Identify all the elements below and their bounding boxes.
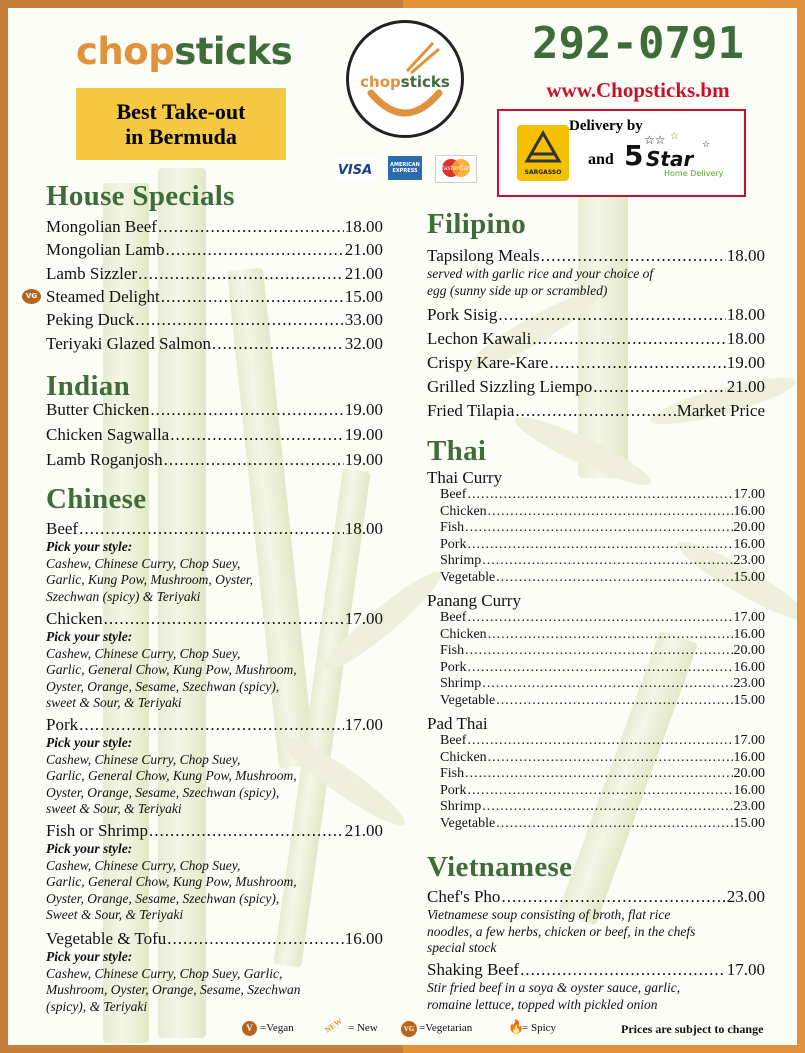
item-name: Vegetable <box>440 692 496 708</box>
delivery-and: and <box>588 151 614 168</box>
dot-leader <box>467 783 732 800</box>
dot-leader <box>515 400 675 421</box>
description-line: egg (sunny side up or scrambled) <box>427 282 608 298</box>
item-name: Fish <box>440 766 465 781</box>
dot-leader <box>467 660 732 677</box>
thai-group-title: Panang Curry <box>427 591 521 610</box>
thai-row <box>440 627 765 644</box>
fivestar-logo: 5 Star ☆☆ ☆ ☆ Home Delivery <box>624 131 724 178</box>
filipino-row <box>427 400 765 421</box>
item-price: 21.00 <box>344 240 383 260</box>
item-price: 18.00 <box>344 217 383 236</box>
thai-row <box>440 553 765 570</box>
item-price: 32.00 <box>344 333 383 353</box>
indian-row <box>46 399 383 420</box>
dot-leader <box>482 799 732 816</box>
description-line: Cashew, Chinese Curry, Chop Suey, Garlic, <box>46 965 283 981</box>
item-name: Shaking Beef <box>427 960 520 979</box>
pick-style-label: Pick your style: <box>46 949 133 964</box>
item-price: 17.00 <box>344 609 383 628</box>
dot-leader <box>498 304 725 325</box>
description-line: Szechwan (spicy) & Teriyaki <box>46 588 201 604</box>
description-line: Oyster, Orange, Sesame, Szechwan (spicy), <box>46 678 280 694</box>
item-price: 23.00 <box>733 553 765 568</box>
item-price: 17.00 <box>733 487 765 502</box>
visa-card-icon: VISA <box>335 158 375 182</box>
chinese-row <box>46 928 383 949</box>
section-title-house-specials: House Specials <box>46 180 235 212</box>
item-price: 17.00 <box>733 733 765 748</box>
item-name: Lamb Sizzler <box>46 263 138 283</box>
chinese-row <box>46 820 383 841</box>
delivery-box <box>497 109 746 197</box>
item-price: 16.00 <box>733 503 765 519</box>
dot-leader <box>488 504 733 521</box>
description-line: special stock <box>427 940 497 955</box>
item-description <box>46 841 386 924</box>
dot-leader <box>465 643 732 660</box>
item-price: 16.00 <box>733 536 765 552</box>
description-line: Oyster, Orange, Sesame, Szechwan (spicy), <box>46 890 280 906</box>
pick-style-label: Pick your style: <box>46 629 133 644</box>
dot-leader <box>170 424 344 445</box>
delivery-title: Delivery by <box>569 118 643 134</box>
dot-leader <box>520 959 726 980</box>
star-icon: ☆ <box>670 131 679 142</box>
dot-leader <box>167 928 343 949</box>
item-price: 21.00 <box>726 377 765 396</box>
dot-leader <box>166 239 344 260</box>
item-name: Chicken <box>440 503 487 519</box>
amex-card-icon: AMERICAN EXPRESS <box>388 156 422 180</box>
item-name: Teriyaki Glazed Salmon <box>46 333 211 353</box>
item-name: Lamb Roganjosh <box>46 450 163 469</box>
house-special-row <box>46 216 383 237</box>
description-line: Garlic, Kung Pow, Mushroom, Oyster, <box>46 572 253 587</box>
item-price: 19.00 <box>344 400 383 419</box>
mastercard-icon: MasterCard <box>435 155 477 183</box>
item-price: 16.00 <box>733 782 765 798</box>
dot-leader <box>150 399 343 420</box>
dot-leader <box>149 820 344 841</box>
item-description <box>46 735 386 818</box>
chinese-row <box>46 608 383 629</box>
chinese-row <box>46 518 383 539</box>
star-icon: ☆ <box>702 139 711 149</box>
item-name: Pork <box>440 536 467 552</box>
item-name: Shrimp <box>440 799 482 814</box>
item-name: Chicken <box>440 626 487 642</box>
description-line: Cashew, Chinese Curry, Chop Suey, <box>46 857 241 873</box>
item-price: 19.00 <box>726 353 765 372</box>
item-price: 18.00 <box>726 305 765 324</box>
house-special-row <box>46 239 383 260</box>
item-price: 19.00 <box>344 450 383 469</box>
item-name: Chicken <box>440 749 487 765</box>
chinese-row <box>46 714 383 735</box>
item-name: Pork <box>440 659 467 675</box>
item-name: Chicken Sagwalla <box>46 425 170 444</box>
item-name: Steamed Delight <box>46 286 160 306</box>
item-name: Fish <box>440 643 465 658</box>
description-line: romaine lettuce, topped with pickled onion <box>427 996 658 1012</box>
item-name: Chicken <box>46 609 103 628</box>
item-name: Beef <box>440 733 467 748</box>
description-line: Oyster, Orange, Sesame, Szechwan (spicy), <box>46 784 280 800</box>
dot-leader <box>532 328 725 349</box>
item-name: Fried Tilapia <box>427 401 515 420</box>
house-special-row <box>46 263 383 284</box>
item-name: Chef's Pho <box>427 887 501 906</box>
dot-leader <box>496 816 732 833</box>
brand-wordmark <box>76 30 292 73</box>
item-description <box>46 949 386 1015</box>
dot-leader <box>79 714 344 735</box>
description-line: Garlic, General Chow, Kung Pow, Mushroom, <box>46 662 297 677</box>
description-line: (spicy), & Teriyaki <box>46 998 148 1014</box>
dot-leader <box>104 608 344 629</box>
vietnamese-row <box>427 886 765 907</box>
item-price: 23.00 <box>733 676 765 691</box>
item-description <box>427 266 767 299</box>
section-title-indian: Indian <box>46 370 131 402</box>
thai-row <box>440 643 765 660</box>
item-price: 18.00 <box>726 246 765 265</box>
dot-leader <box>482 553 732 570</box>
item-price: 16.00 <box>733 749 765 765</box>
item-price: 17.00 <box>726 960 765 979</box>
legend-vegetarian: =Vegetarian <box>419 1022 473 1034</box>
tagline-box <box>76 88 286 160</box>
item-name: Shrimp <box>440 553 482 568</box>
item-name: Pork <box>440 782 467 798</box>
item-name: Mongolian Beef <box>46 217 157 236</box>
filipino-row <box>427 352 765 373</box>
description-line: Stir fried beef in a soya & oyster sauce, garlic, <box>427 980 681 995</box>
dot-leader <box>541 245 726 266</box>
thai-row <box>440 487 765 504</box>
indian-row <box>46 424 383 445</box>
house-special-row <box>46 333 383 354</box>
dot-leader <box>496 693 732 710</box>
item-name: Shrimp <box>440 676 482 691</box>
price-disclaimer: Prices are subject to change <box>621 1022 764 1036</box>
item-name: Peking Duck <box>46 310 135 330</box>
menu-sheet <box>8 8 797 1045</box>
thai-row <box>440 799 765 816</box>
item-price: 16.00 <box>733 659 765 675</box>
item-name: Vegetable & Tofu <box>46 929 167 948</box>
house-special-row <box>46 286 383 307</box>
item-description <box>427 907 772 957</box>
item-price: 23.00 <box>733 799 765 814</box>
dot-leader <box>79 518 344 539</box>
item-name: Tapsilong Meals <box>427 246 540 265</box>
phone-number: 292-0791 <box>532 18 744 69</box>
thai-group-title: Pad Thai <box>427 714 488 733</box>
filipino-row <box>427 304 765 325</box>
item-price: 17.00 <box>733 610 765 625</box>
logo-text: chopsticks <box>360 73 450 91</box>
dot-leader <box>467 610 732 627</box>
item-price: 23.00 <box>726 887 765 906</box>
description-line: Garlic, General Chow, Kung Pow, Mushroom, <box>46 874 297 889</box>
item-price: 18.00 <box>726 329 765 348</box>
legend-bar <box>8 1014 797 1044</box>
description-line: noodles, a few herbs, chicken or beef, in the chefs <box>427 923 696 939</box>
description-line: served with garlic rice and your choice of <box>427 266 654 281</box>
indian-row <box>46 449 383 470</box>
thai-row <box>440 693 765 710</box>
dot-leader <box>488 627 733 644</box>
thai-row <box>440 504 765 521</box>
description-line: Cashew, Chinese Curry, Chop Suey, <box>46 555 241 571</box>
triangle-logo-icon <box>517 125 569 169</box>
item-price: Market Price <box>676 401 765 420</box>
item-price: 19.00 <box>344 425 383 444</box>
item-name: Fish or Shrimp <box>46 821 149 840</box>
vegan-badge-icon: V <box>242 1021 257 1036</box>
thai-row <box>440 733 765 750</box>
description-line: Mushroom, Oyster, Orange, Sesame, Szechwan <box>46 982 301 997</box>
item-price: 20.00 <box>733 766 765 781</box>
dot-leader <box>501 886 725 907</box>
item-price: 17.00 <box>344 715 383 734</box>
item-description <box>46 629 386 712</box>
item-price: 15.00 <box>733 815 765 831</box>
section-title-filipino: Filipino <box>427 208 527 240</box>
dot-leader <box>138 263 344 284</box>
dot-leader <box>549 352 725 373</box>
section-title-vietnamese: Vietnamese <box>427 851 573 883</box>
description-line: Cashew, Chinese Curry, Chop Suey, <box>46 751 241 767</box>
description-line: sweet & Sour, & Teriyaki <box>46 801 182 816</box>
item-price: 18.00 <box>344 519 383 538</box>
item-name: Pork Sisig <box>427 305 498 324</box>
dot-leader <box>467 537 732 554</box>
dot-leader <box>496 570 732 587</box>
vegetarian-badge-icon: VG <box>22 289 41 304</box>
item-price: 21.00 <box>344 821 383 840</box>
vietnamese-row <box>427 959 765 980</box>
description-line: Cashew, Chinese Curry, Chop Suey, <box>46 645 241 661</box>
thai-row <box>440 750 765 767</box>
section-title-chinese: Chinese <box>46 483 147 515</box>
dot-leader <box>467 487 732 504</box>
item-name: Vegetable <box>440 815 496 831</box>
description-line: Garlic, General Chow, Kung Pow, Mushroom, <box>46 768 297 783</box>
tagline: Best Take-out in Bermuda <box>116 99 246 149</box>
item-name: Beef <box>440 610 467 625</box>
legend-spicy: = Spicy <box>522 1022 557 1034</box>
thai-row <box>440 676 765 693</box>
thai-row <box>440 520 765 537</box>
item-name: Beef <box>46 519 79 538</box>
thai-row <box>440 570 765 587</box>
dot-leader <box>467 733 732 750</box>
house-special-row <box>46 309 383 330</box>
dot-leader <box>482 676 732 693</box>
filipino-row <box>427 245 765 266</box>
vegetarian-badge-icon: VG <box>401 1021 417 1037</box>
item-price: 15.00 <box>733 569 765 585</box>
dot-leader <box>164 449 344 470</box>
item-name: Vegetable <box>440 569 496 585</box>
sargasso-logo: SARGASSO <box>517 125 569 181</box>
item-name: Grilled Sizzling Liempo <box>427 377 593 396</box>
item-price: 20.00 <box>733 520 765 535</box>
pick-style-label: Pick your style: <box>46 539 133 554</box>
item-name: Lechon Kawali <box>427 329 532 348</box>
description-line: Sweet & Sour, & Teriyaki <box>46 907 184 922</box>
item-name: Butter Chicken <box>46 400 150 419</box>
item-name: Crispy Kare-Kare <box>427 353 549 372</box>
item-price: 15.00 <box>733 692 765 708</box>
thai-row <box>440 660 765 677</box>
new-badge-icon: NEW <box>323 1016 344 1035</box>
item-price: 16.00 <box>344 929 383 948</box>
item-name: Mongolian Lamb <box>46 240 165 260</box>
description-line: Vietnamese soup consisting of broth, flat rice <box>427 907 671 922</box>
section-title-thai: Thai <box>427 435 487 467</box>
brand-logo <box>346 20 464 138</box>
item-price: 33.00 <box>344 310 383 330</box>
dot-leader <box>161 286 344 307</box>
pick-style-label: Pick your style: <box>46 841 133 856</box>
item-price: 21.00 <box>344 263 383 283</box>
dot-leader <box>593 376 726 397</box>
item-name: Fish <box>440 520 465 535</box>
thai-row <box>440 783 765 800</box>
dot-leader <box>488 750 733 767</box>
thai-group-title: Thai Curry <box>427 468 503 487</box>
dot-leader <box>465 766 732 783</box>
item-description <box>427 980 772 1013</box>
thai-row <box>440 766 765 783</box>
flame-icon: 🔥 <box>508 1019 525 1034</box>
item-name: Pork <box>46 715 79 734</box>
pick-style-label: Pick your style: <box>46 735 133 750</box>
thai-row <box>440 537 765 554</box>
filipino-row <box>427 328 765 349</box>
legend-vegan: =Vegan <box>260 1022 294 1034</box>
brand-wordmark-part1: chop <box>76 30 175 73</box>
brand-wordmark-part2: sticks <box>174 30 293 73</box>
description-line: sweet & Sour, & Teriyaki <box>46 695 182 710</box>
dot-leader <box>465 520 732 537</box>
dot-leader <box>135 309 343 330</box>
item-price: 20.00 <box>733 643 765 658</box>
item-price: 15.00 <box>344 286 383 306</box>
star-icon: ☆☆ <box>644 133 666 147</box>
website-link[interactable]: www.Chopsticks.bm <box>546 78 730 102</box>
dot-leader <box>158 216 344 237</box>
thai-row <box>440 610 765 627</box>
thai-row <box>440 816 765 833</box>
item-name: Beef <box>440 487 467 502</box>
legend-new: = New <box>348 1022 378 1034</box>
item-description <box>46 539 386 605</box>
item-price: 16.00 <box>733 626 765 642</box>
filipino-row <box>427 376 765 397</box>
dot-leader <box>212 333 344 354</box>
